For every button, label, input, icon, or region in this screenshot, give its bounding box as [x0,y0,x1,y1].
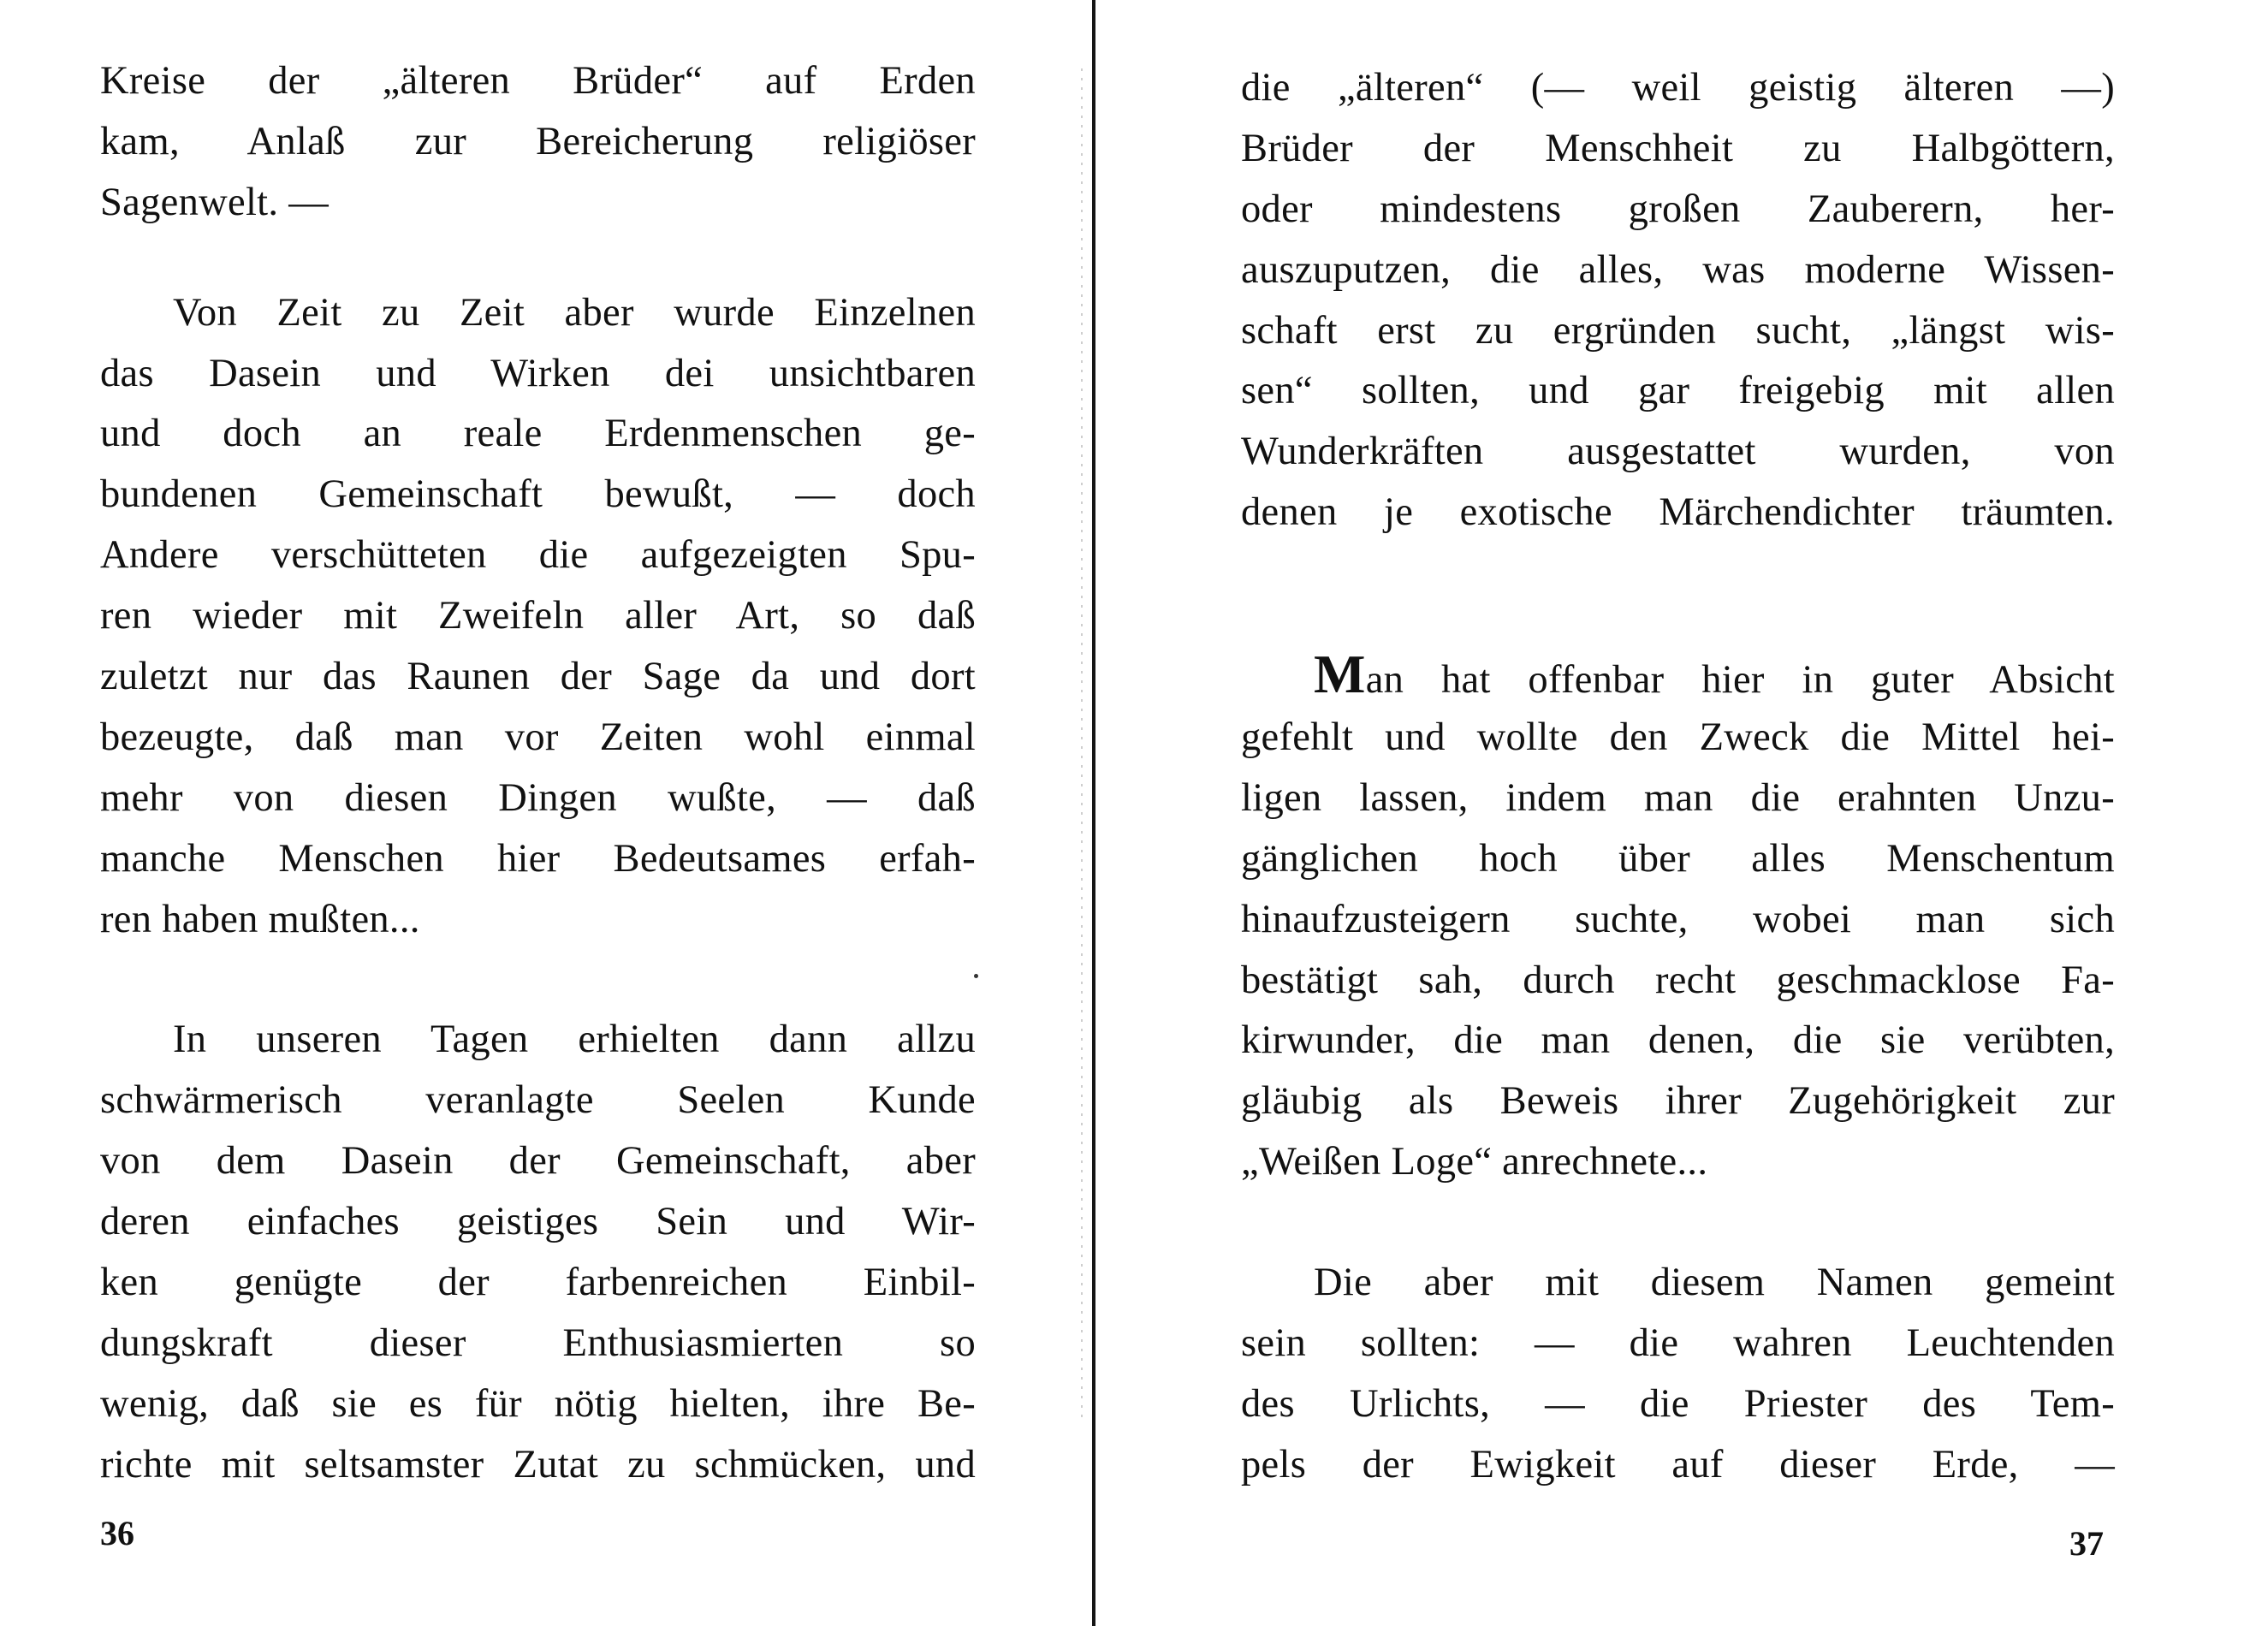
text-line: zuletzt nur das Raunen der Sage da und dort [100,655,976,699]
text-line: ren haben mußten... [100,897,420,941]
text-line: manche Menschen hier Bedeutsames erfah- [100,836,976,881]
text-line: Brüder der Menschheit zu Halbgöttern, [1241,126,2115,170]
left-text-column [100,51,976,1496]
text-line: ren wieder mit Zweifeln aller Art, so daß [100,594,976,638]
book-gutter [1092,0,1095,1626]
paragraph [1241,1253,2115,1496]
text-line: oder mindestens großen Zauberern, her- [1241,187,2115,231]
text-line: gänglichen hoch über alles Menschentum [1241,836,2115,881]
text-line: wenig, daß sie es für nötig hielten, ihre Be- [100,1381,976,1426]
text-line: von dem Dasein der Gemeinschaft, aber [100,1139,976,1184]
text-line: ken genügte der farbenreichen Einbil- [100,1261,976,1305]
text-line [1241,644,2115,708]
text-line: hinaufzusteigern suchte, wobei man sich [1241,897,2115,941]
text-line: Von Zeit zu Zeit aber wurde Einzelnen [173,290,976,335]
text-line: bundenen Gemeinschaft bewußt, — doch [100,472,976,517]
text-line: gläubig als Beweis ihrer Zugehörigkeit zur [1241,1079,2115,1124]
text-line: bezeugte, daß man vor Zeiten wohl einmal [100,715,976,759]
text-line: sein sollten: — die wahren Leuchtenden [1241,1321,2115,1366]
text-line: pels der Ewigkeit auf dieser Erde, — [1241,1442,2115,1487]
paragraph [1241,644,2115,1193]
text-line: ligen lassen, indem man die erahnten Unzu- [1241,775,2115,820]
text-line: die „älteren“ (— weil geistig älteren —) [1241,66,2115,110]
paragraph [100,51,976,234]
text-line: sen“ sollten, und gar freigebig mit allen [1241,369,2115,413]
text-line: schaft erst zu ergründen sucht, „längst wis- [1241,308,2115,353]
paragraph [1241,58,2115,543]
left-page [0,0,1091,1626]
text-line: kam, Anlaß zur Bereicherung religiöser [100,119,976,163]
text-line: des Urlichts, — die Priester des Tem- [1241,1381,2115,1426]
text-line: denen je exotische Märchendichter träumten. [1241,490,2115,535]
text-line: das Dasein und Wirken dei unsichtbaren [100,351,976,395]
text-line: Die aber mit diesem Namen gemeint [1314,1261,2115,1305]
text-line: deren einfaches geistiges Sein und Wir- [100,1200,976,1244]
text-line: kirwunder, die man denen, die sie verübten, [1241,1018,2115,1063]
text-line: dungskraft dieser Enthusiasmierten so [100,1320,976,1365]
first-line-text: an hat offenbar hier in guter Absicht [1365,658,2115,703]
text-line: Sagenwelt. — [100,180,330,224]
right-text-column [1241,58,2115,1496]
text-line: In unseren Tagen erhielten dann allzu [173,1018,976,1062]
page-number-left: 36 [100,1514,134,1552]
paragraph [100,1010,976,1495]
text-line: mehr von diesen Dingen wußte, — daß [100,775,976,820]
text-line: gefehlt und wollte den Zweck die Mittel hei- [1241,715,2115,760]
page-number-right: 37 [2069,1524,2104,1563]
text-line: Andere verschütteten die aufgezeigten Spu- [100,533,976,578]
text-line: auszuputzen, die alles, was moderne Wissen- [1241,247,2115,292]
text-line: „Weißen Loge“ anrechnete... [1241,1140,1708,1184]
gutter-shadow [1081,68,1083,1421]
text-line: Kreise der „älteren Brüder“ auf Erden [100,59,976,103]
print-speck [974,974,978,978]
paragraph [100,283,976,951]
text-line: Wunderkräften ausgestattet wurden, von [1241,430,2115,474]
text-line: richte mit seltsamster Zutat zu schmücken, und [100,1442,976,1487]
text-line: bestätigt sah, durch recht geschmacklose Fa- [1241,958,2115,1002]
text-line: und doch an reale Erdenmenschen ge- [100,412,976,456]
text-line: schwärmerisch veranlagte Seelen Kunde [100,1078,976,1123]
drop-cap: M [1314,644,1366,705]
